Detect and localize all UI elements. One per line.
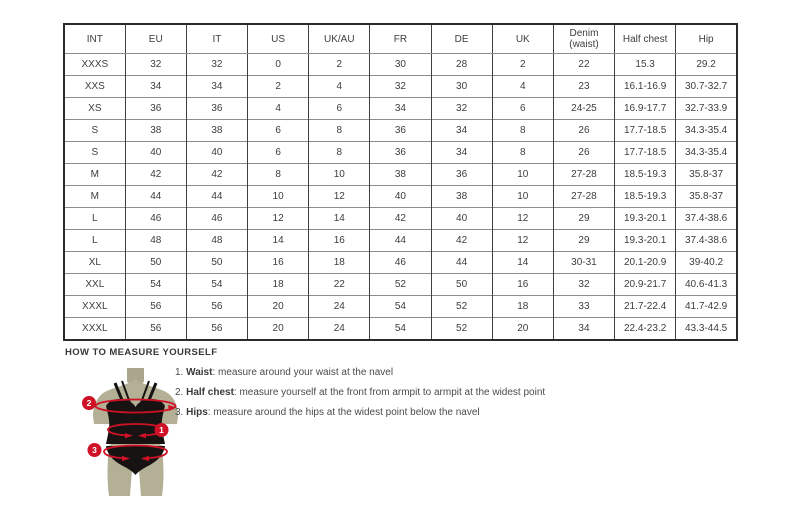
table-cell: 8 [492, 120, 553, 142]
table-cell: 18.5-19.3 [615, 186, 676, 208]
table-cell: XXXS [64, 54, 125, 76]
column-header: EU [125, 24, 186, 54]
table-cell: 42 [125, 164, 186, 186]
table-cell: 10 [492, 186, 553, 208]
measure-step-text: : measure around the hips at the widest point below the navel [207, 407, 480, 418]
table-cell: 32 [370, 76, 431, 98]
measure-step-label: Half chest [186, 387, 234, 398]
table-cell: 4 [309, 76, 370, 98]
table-cell: 10 [492, 164, 553, 186]
column-header: US [248, 24, 309, 54]
measure-badge-waist [155, 423, 169, 437]
table-row [64, 296, 737, 318]
table-cell: 46 [370, 252, 431, 274]
table-cell: 18 [492, 296, 553, 318]
table-cell: 16 [309, 230, 370, 252]
table-cell: 6 [248, 142, 309, 164]
table-cell: 46 [186, 208, 247, 230]
table-cell: 26 [553, 120, 614, 142]
table-cell: 54 [370, 296, 431, 318]
table-cell: 34 [125, 76, 186, 98]
table-cell: 27-28 [553, 186, 614, 208]
table-cell: 16 [248, 252, 309, 274]
size-chart-body [64, 54, 737, 341]
table-cell: 2 [248, 76, 309, 98]
table-cell: 10 [248, 186, 309, 208]
table-cell: 18.5-19.3 [615, 164, 676, 186]
column-header: INT [64, 24, 125, 54]
table-cell: 34.3-35.4 [676, 142, 737, 164]
measure-step [175, 366, 595, 386]
table-cell: 21.7-22.4 [615, 296, 676, 318]
table-cell: 8 [309, 142, 370, 164]
table-cell: S [64, 142, 125, 164]
table-cell: 32 [125, 54, 186, 76]
table-cell: 22 [309, 274, 370, 296]
table-cell: 12 [492, 230, 553, 252]
table-cell: 6 [248, 120, 309, 142]
table-cell: 42 [431, 230, 492, 252]
table-cell: 32.7-33.9 [676, 98, 737, 120]
column-header: UK [492, 24, 553, 54]
table-cell: XL [64, 252, 125, 274]
table-cell: 36 [125, 98, 186, 120]
table-cell: 36 [370, 142, 431, 164]
table-cell: 22.4-23.2 [615, 318, 676, 341]
table-row [64, 142, 737, 164]
column-header: IT [186, 24, 247, 54]
table-cell: 44 [370, 230, 431, 252]
table-cell: 36 [186, 98, 247, 120]
table-cell: 30 [431, 76, 492, 98]
size-chart-section [63, 23, 738, 341]
table-cell: 8 [309, 120, 370, 142]
table-row [64, 120, 737, 142]
table-cell: 8 [492, 142, 553, 164]
table-cell: 34 [370, 98, 431, 120]
table-cell: 38 [186, 120, 247, 142]
table-cell: 37.4-38.6 [676, 230, 737, 252]
table-cell: 40 [431, 208, 492, 230]
column-header: Denim (waist) [553, 24, 614, 54]
table-cell: XXS [64, 76, 125, 98]
table-cell: 2 [492, 54, 553, 76]
table-cell: 41.7-42.9 [676, 296, 737, 318]
table-cell: 56 [125, 296, 186, 318]
table-cell: 50 [125, 252, 186, 274]
table-row [64, 274, 737, 296]
measure-steps-list [175, 366, 595, 426]
table-cell: 50 [186, 252, 247, 274]
table-cell: S [64, 120, 125, 142]
table-cell: 14 [248, 230, 309, 252]
table-cell: 32 [431, 98, 492, 120]
table-cell: 20 [248, 296, 309, 318]
table-cell: 34 [431, 120, 492, 142]
table-cell: 56 [125, 318, 186, 341]
table-cell: XXXL [64, 296, 125, 318]
table-cell: 38 [431, 186, 492, 208]
table-cell: 54 [125, 274, 186, 296]
table-cell: 30 [370, 54, 431, 76]
table-cell: XS [64, 98, 125, 120]
measure-badge-chest-number: 2 [86, 398, 92, 408]
table-cell: 46 [125, 208, 186, 230]
table-cell: 23 [553, 76, 614, 98]
table-cell: 29.2 [676, 54, 737, 76]
table-cell: L [64, 230, 125, 252]
table-cell: 24 [309, 318, 370, 341]
measure-step-number: 1. [175, 367, 184, 378]
table-cell: 56 [186, 296, 247, 318]
table-cell: XXXL [64, 318, 125, 341]
table-cell: 32 [186, 54, 247, 76]
table-cell: 22 [553, 54, 614, 76]
table-cell: 19.3-20.1 [615, 230, 676, 252]
table-cell: 17.7-18.5 [615, 142, 676, 164]
table-row [64, 54, 737, 76]
measure-badge-hips [88, 443, 102, 457]
table-row [64, 252, 737, 274]
table-cell: 27-28 [553, 164, 614, 186]
table-cell: 24 [309, 296, 370, 318]
table-cell: 50 [431, 274, 492, 296]
table-cell: 16.9-17.7 [615, 98, 676, 120]
measure-section-title: HOW TO MEASURE YOURSELF [65, 347, 218, 358]
table-row [64, 318, 737, 341]
table-cell: 54 [186, 274, 247, 296]
table-row [64, 76, 737, 98]
table-cell: 0 [248, 54, 309, 76]
column-header: UK/AU [309, 24, 370, 54]
table-cell: 30-31 [553, 252, 614, 274]
table-cell: 14 [309, 208, 370, 230]
table-cell: 44 [186, 186, 247, 208]
table-cell: 20.9-21.7 [615, 274, 676, 296]
table-cell: 12 [309, 186, 370, 208]
table-cell: 48 [186, 230, 247, 252]
table-cell: 28 [431, 54, 492, 76]
table-cell: 10 [309, 164, 370, 186]
table-cell: 38 [370, 164, 431, 186]
table-cell: 15.3 [615, 54, 676, 76]
measure-step-text: : measure yourself at the front from armpit to armpit at the widest point [233, 387, 546, 398]
table-cell: 44 [431, 252, 492, 274]
table-cell: M [64, 164, 125, 186]
table-cell: L [64, 208, 125, 230]
measure-step-label: Waist [186, 367, 213, 378]
table-cell: 20 [248, 318, 309, 341]
table-cell: 2 [309, 54, 370, 76]
table-cell: 4 [492, 76, 553, 98]
table-cell: 4 [248, 98, 309, 120]
table-cell: 34 [431, 142, 492, 164]
table-cell: 42 [186, 164, 247, 186]
table-cell: 29 [553, 208, 614, 230]
column-header: FR [370, 24, 431, 54]
table-cell: 36 [431, 164, 492, 186]
table-cell: 37.4-38.6 [676, 208, 737, 230]
table-cell: 29 [553, 230, 614, 252]
table-cell: 52 [370, 274, 431, 296]
measure-step-number: 3. [175, 407, 184, 418]
table-cell: 6 [309, 98, 370, 120]
table-cell: 33 [553, 296, 614, 318]
table-cell: 54 [370, 318, 431, 341]
table-cell: 16.1-16.9 [615, 76, 676, 98]
table-cell: 35.8-37 [676, 164, 737, 186]
table-cell: 39-40.2 [676, 252, 737, 274]
table-cell: 26 [553, 142, 614, 164]
table-row [64, 230, 737, 252]
table-cell: 32 [553, 274, 614, 296]
table-cell: 34.3-35.4 [676, 120, 737, 142]
table-cell: 20 [492, 318, 553, 341]
table-cell: 19.3-20.1 [615, 208, 676, 230]
size-chart-table [63, 23, 738, 341]
table-cell: 30.7-32.7 [676, 76, 737, 98]
column-header: DE [431, 24, 492, 54]
table-cell: 20.1-20.9 [615, 252, 676, 274]
table-row [64, 186, 737, 208]
measure-step [175, 386, 595, 406]
table-cell: 14 [492, 252, 553, 274]
table-cell: M [64, 186, 125, 208]
measure-step-text: : measure around your waist at the navel [212, 367, 394, 378]
table-cell: 42 [370, 208, 431, 230]
table-cell: 12 [492, 208, 553, 230]
table-cell: 48 [125, 230, 186, 252]
table-cell: 16 [492, 274, 553, 296]
table-cell: 52 [431, 318, 492, 341]
table-cell: 8 [248, 164, 309, 186]
table-cell: 44 [125, 186, 186, 208]
table-cell: 52 [431, 296, 492, 318]
table-row [64, 208, 737, 230]
measure-step [175, 406, 595, 426]
table-cell: 17.7-18.5 [615, 120, 676, 142]
table-cell: 43.3-44.5 [676, 318, 737, 341]
table-cell: 40.6-41.3 [676, 274, 737, 296]
column-header: Half chest [615, 24, 676, 54]
table-cell: 18 [248, 274, 309, 296]
table-cell: 18 [309, 252, 370, 274]
table-cell: 36 [370, 120, 431, 142]
table-row [64, 98, 737, 120]
header-row [64, 24, 737, 54]
table-cell: 40 [186, 142, 247, 164]
table-row [64, 164, 737, 186]
measure-step-label: Hips [186, 407, 208, 418]
column-header: Hip [676, 24, 737, 54]
table-cell: 12 [248, 208, 309, 230]
table-cell: 40 [370, 186, 431, 208]
measure-badge-chest [82, 396, 96, 410]
table-cell: XXL [64, 274, 125, 296]
table-cell: 6 [492, 98, 553, 120]
measure-badge-waist-number: 1 [159, 425, 164, 435]
table-cell: 38 [125, 120, 186, 142]
table-cell: 35.8-37 [676, 186, 737, 208]
table-cell: 40 [125, 142, 186, 164]
measure-badge-hips-number: 3 [92, 445, 97, 455]
measure-step-number: 2. [175, 387, 184, 398]
table-cell: 24-25 [553, 98, 614, 120]
table-cell: 34 [186, 76, 247, 98]
size-chart-header [64, 24, 737, 54]
table-cell: 34 [553, 318, 614, 341]
table-cell: 56 [186, 318, 247, 341]
